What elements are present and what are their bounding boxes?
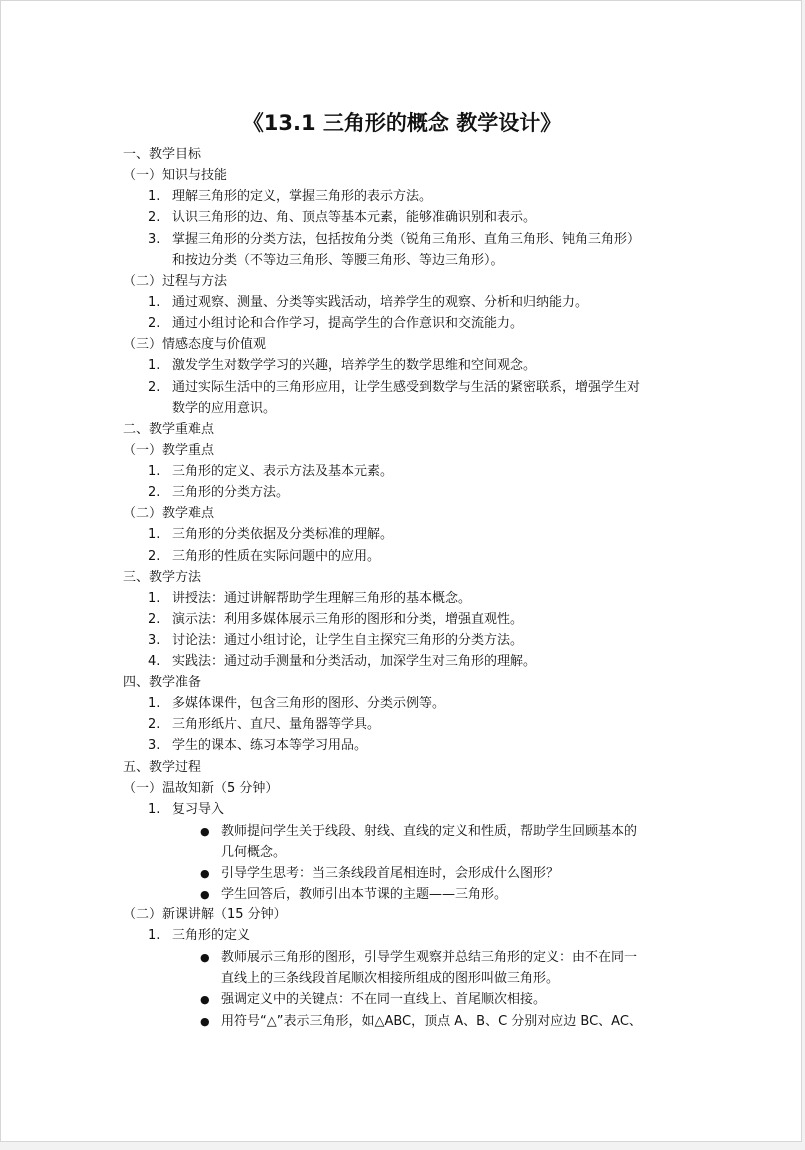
list-number: 1. [148,696,161,711]
list-number: 1. [148,928,161,943]
list-item: 掌握三角形的分类方法，包括按角分类（锐角三角形、直角三角形、钝角三角形） [172,232,641,247]
list-number: 1. [148,295,161,310]
list-item: 三角形的分类依据及分类标准的理解。 [172,527,394,542]
list-number: 1. [148,591,161,606]
document-title: 《13.1 三角形的概念 教学设计》 [242,111,562,135]
list-item: 讨论法：通过小组讨论，让学生自主探究三角形的分类方法。 [172,633,524,648]
list-item: 通过实际生活中的三角形应用，让学生感受到数学与生活的紧密联系，增强学生对 [172,380,641,395]
list-number: 1. [148,802,161,817]
bullet-item-continuation: 直线上的三条线段首尾顺次相接所组成的图形叫做三角形。 [221,971,560,986]
list-item: 三角形的定义、表示方法及基本元素。 [172,464,394,479]
list-item: 通过观察、测量、分类等实践活动，培养学生的观察、分析和归纳能力。 [172,295,589,310]
list-number: 1. [148,527,161,542]
bullet-item: 引导学生思考：当三条线段首尾相连时，会形成什么图形？ [221,866,560,881]
list-number: 2. [148,717,161,732]
bullet-icon: ● [200,888,210,901]
subsection-heading: （二）新课讲解（15 分钟） [123,907,287,922]
list-number: 3. [148,738,161,753]
section-heading: 四、教学准备 [123,675,202,690]
list-item: 三角形的定义 [172,928,251,943]
list-number: 3. [148,633,161,648]
list-item: 讲授法：通过讲解帮助学生理解三角形的基本概念。 [172,591,472,606]
subsection-heading: （二）教学难点 [123,506,215,521]
subsection-heading: （一）知识与技能 [123,168,228,183]
list-item: 通过小组讨论和合作学习，提高学生的合作意识和交流能力。 [172,316,524,331]
bullet-icon: ● [200,867,210,880]
subsection-heading: （一）教学重点 [123,443,215,458]
list-number: 2. [148,380,161,395]
list-number: 2. [148,549,161,564]
bullet-item: 教师展示三角形的图形，引导学生观察并总结三角形的定义：由不在同一 [221,950,638,965]
bullet-item: 学生回答后，教师引出本节课的主题——三角形。 [221,887,508,902]
list-item-continuation: 数学的应用意识。 [172,401,277,416]
list-item: 三角形的性质在实际问题中的应用。 [172,549,381,564]
subsection-heading: （二）过程与方法 [123,274,228,289]
bullet-icon: ● [200,951,210,964]
section-heading: 二、教学重难点 [123,422,215,437]
list-number: 4. [148,654,161,669]
section-heading: 五、教学过程 [123,760,202,775]
list-item: 理解三角形的定义，掌握三角形的表示方法。 [172,189,433,204]
bullet-item: 强调定义中的关键点：不在同一直线上、首尾顺次相接。 [221,992,547,1007]
list-number: 2. [148,316,161,331]
list-item: 三角形的分类方法。 [172,485,290,500]
list-item: 复习导入 [172,802,225,817]
list-item-continuation: 和按边分类（不等边三角形、等腰三角形、等边三角形）。 [172,253,504,268]
subsection-heading: （一）温故知新（5 分钟） [123,781,279,796]
section-heading: 三、教学方法 [123,570,202,585]
list-item: 实践法：通过动手测量和分类活动，加深学生对三角形的理解。 [172,654,537,669]
bullet-icon: ● [200,993,210,1006]
list-number: 1. [148,464,161,479]
list-item: 演示法：利用多媒体展示三角形的图形和分类，增强直观性。 [172,612,524,627]
list-number: 2. [148,210,161,225]
list-item: 认识三角形的边、角、顶点等基本元素，能够准确识别和表示。 [172,210,537,225]
section-heading: 一、教学目标 [123,147,202,162]
bullet-item-continuation: 几何概念。 [221,845,287,860]
list-number: 1. [148,189,161,204]
list-number: 2. [148,485,161,500]
subsection-heading: （三）情感态度与价值观 [123,337,267,352]
list-item: 激发学生对数学学习的兴趣，培养学生的数学思维和空间观念。 [172,358,537,373]
list-number: 2. [148,612,161,627]
bullet-icon: ● [200,825,210,838]
list-number: 1. [148,358,161,373]
list-item: 多媒体课件，包含三角形的图形、分类示例等。 [172,696,446,711]
list-number: 3. [148,232,161,247]
list-item: 学生的课本、练习本等学习用品。 [172,738,368,753]
bullet-icon: ● [200,1015,210,1028]
list-item: 三角形纸片、直尺、量角器等学具。 [172,717,381,732]
bullet-item: 用符号“△”表示三角形，如△ABC，顶点 A、B、C 分别对应边 BC、AC、 [221,1014,642,1029]
bullet-item: 教师提问学生关于线段、射线、直线的定义和性质，帮助学生回顾基本的 [221,824,638,839]
